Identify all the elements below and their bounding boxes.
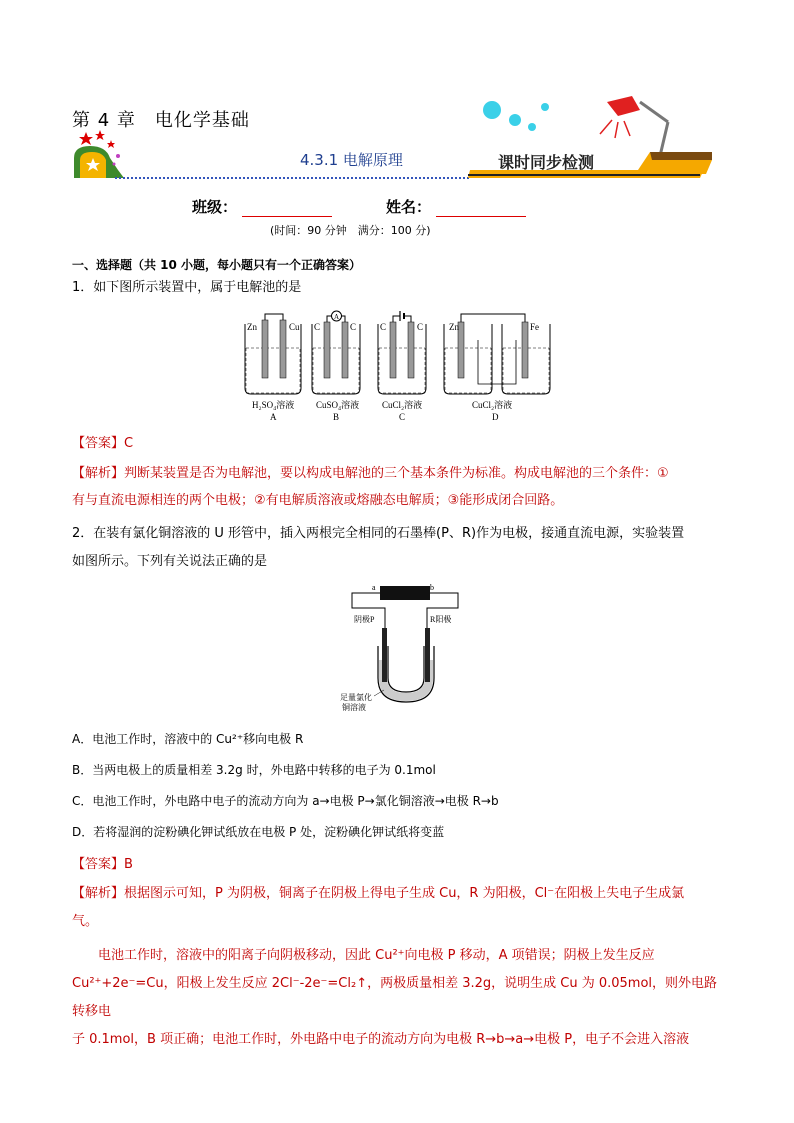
anode-label: R阳极	[430, 615, 452, 624]
b-right-label: C	[350, 322, 357, 332]
class-field	[192, 196, 332, 217]
d-left-label: Zn	[449, 322, 459, 332]
q2-stem	[72, 520, 722, 576]
q2-option-d[interactable]: D．若将湿润的淀粉碘化钾试纸放在电极 P 处，淀粉碘化钾试纸将变蓝	[72, 825, 445, 839]
q2-explanation	[72, 942, 727, 1054]
q2-option-a[interactable]: A．电池工作时，溶液中的 Cu²⁺移向电极 R	[72, 732, 304, 746]
beaker-b	[312, 311, 360, 422]
section-heading: 一、选择题（共 10 小题，每小题只有一个正确答案）	[72, 258, 362, 272]
chapter-title: 第 4 章 电化学基础	[72, 110, 250, 131]
q2-analysis-label: 【解析】	[72, 886, 125, 901]
q2-option-c[interactable]: C．电池工作时，外电路中电子的流动方向为 a→电极 P→氯化铜溶液→电极 R→b	[72, 794, 499, 808]
c-left-label: C	[380, 322, 387, 332]
q1-answer	[72, 432, 133, 451]
q2-para-3: 子 0.1mol，B 项正确；电池工作时，外电路中电子的流动方向为电极 R→b→a→电极 P，电子不会进入溶液	[72, 1032, 690, 1047]
name-field	[386, 196, 526, 217]
beaker-d	[444, 314, 550, 422]
beaker-a	[245, 314, 301, 422]
q1-analysis	[72, 460, 722, 514]
q2-para-2: Cu²⁺+2e⁻=Cu，阳极上发生反应 2Cl⁻-2e⁻=Cl₂↑，两极质量相差 3.2g，说明生成 Cu 为 0.05mol，则外电路转移电	[72, 976, 718, 1019]
c-right-label: C	[417, 322, 424, 332]
b-solution: CuSO₄溶液	[316, 400, 360, 410]
q2-para-1: 电池工作时，溶液中的阳离子向阴极移动，因此 Cu²⁺向电极 P 移动，A 项错误；阴极上发生反应	[98, 948, 655, 963]
q1-analysis-label: 【解析】	[72, 466, 125, 481]
terminal-a: a	[372, 583, 376, 592]
name-blank[interactable]	[436, 216, 526, 217]
q2-figure	[330, 578, 470, 718]
b-letter: B	[333, 412, 340, 422]
class-label: 班级：	[192, 198, 238, 216]
time-note: (时间：90 分钟 满分：100 分)	[270, 224, 431, 237]
c-letter: C	[399, 412, 406, 422]
a-letter: A	[270, 412, 277, 422]
bubbles-icon	[483, 101, 549, 131]
d-letter: D	[492, 412, 499, 422]
stars-logo-icon	[74, 130, 124, 178]
q1-answer-label: 【答案】	[72, 436, 125, 451]
section-title: 4.3.1 电解原理	[300, 151, 403, 169]
class-blank[interactable]	[242, 216, 332, 217]
d-solution: CuCl₂溶液	[472, 400, 513, 410]
q1-figure	[240, 310, 570, 426]
q2-option-b[interactable]: B．当两电极上的质量相差 3.2g 时，外电路中转移的电子为 0.1mol	[72, 763, 436, 777]
d-right-label: Fe	[530, 322, 539, 332]
a-right-label: Cu	[289, 322, 300, 332]
solution-label-1: 足量氯化	[340, 693, 372, 702]
header-banner	[0, 0, 794, 200]
q2-answer-value: B	[124, 857, 133, 872]
a-solution: H₂SO₄溶液	[252, 400, 295, 410]
q2-stem-2: 如图所示。下列有关说法正确的是	[72, 554, 268, 569]
terminal-b: b	[430, 583, 434, 592]
q2-analysis	[72, 880, 727, 936]
q2-answer-label: 【答案】	[72, 857, 125, 872]
q2-analysis-1: 根据图示可知，P 为阴极，铜离子在阴极上得电子生成 Cu，R 为阳极，Cl⁻在阳极上失电子生成氯	[124, 886, 685, 901]
q1-answer-value: C	[124, 436, 134, 451]
q2-answer	[72, 853, 133, 872]
sync-test-tag: 课时同步检测	[498, 153, 595, 172]
power-supply-icon	[380, 586, 430, 600]
beaker-c	[378, 311, 426, 422]
q1-analysis-2: 有与直流电源相连的两个电极；②有电解质溶液或熔融态电解质；③能形成闭合回路。	[72, 493, 564, 508]
solution-label-2: 铜溶液	[342, 703, 366, 712]
q2-stem-1: 2．在装有氯化铜溶液的 U 形管中，插入两根完全相同的石墨棒(P、R)作为电极，接通直流电源，实验装置	[72, 526, 685, 541]
ammeter-icon: A	[334, 313, 340, 321]
cathode-label: 阴极P	[354, 615, 375, 624]
q2-analysis-2: 气。	[72, 914, 99, 929]
b-left-label: C	[314, 322, 321, 332]
desk-lamp-icon	[600, 96, 668, 156]
c-solution: CuCl₂溶液	[382, 400, 423, 410]
a-left-label: Zn	[247, 322, 257, 332]
name-label: 姓名：	[386, 198, 432, 216]
q1-stem: 1．如下图所示装置中，属于电解池的是	[72, 280, 302, 295]
q1-analysis-1: 判断某装置是否为电解池，要以构成电解池的三个基本条件为标准。构成电解池的三个条件：①	[124, 466, 669, 481]
